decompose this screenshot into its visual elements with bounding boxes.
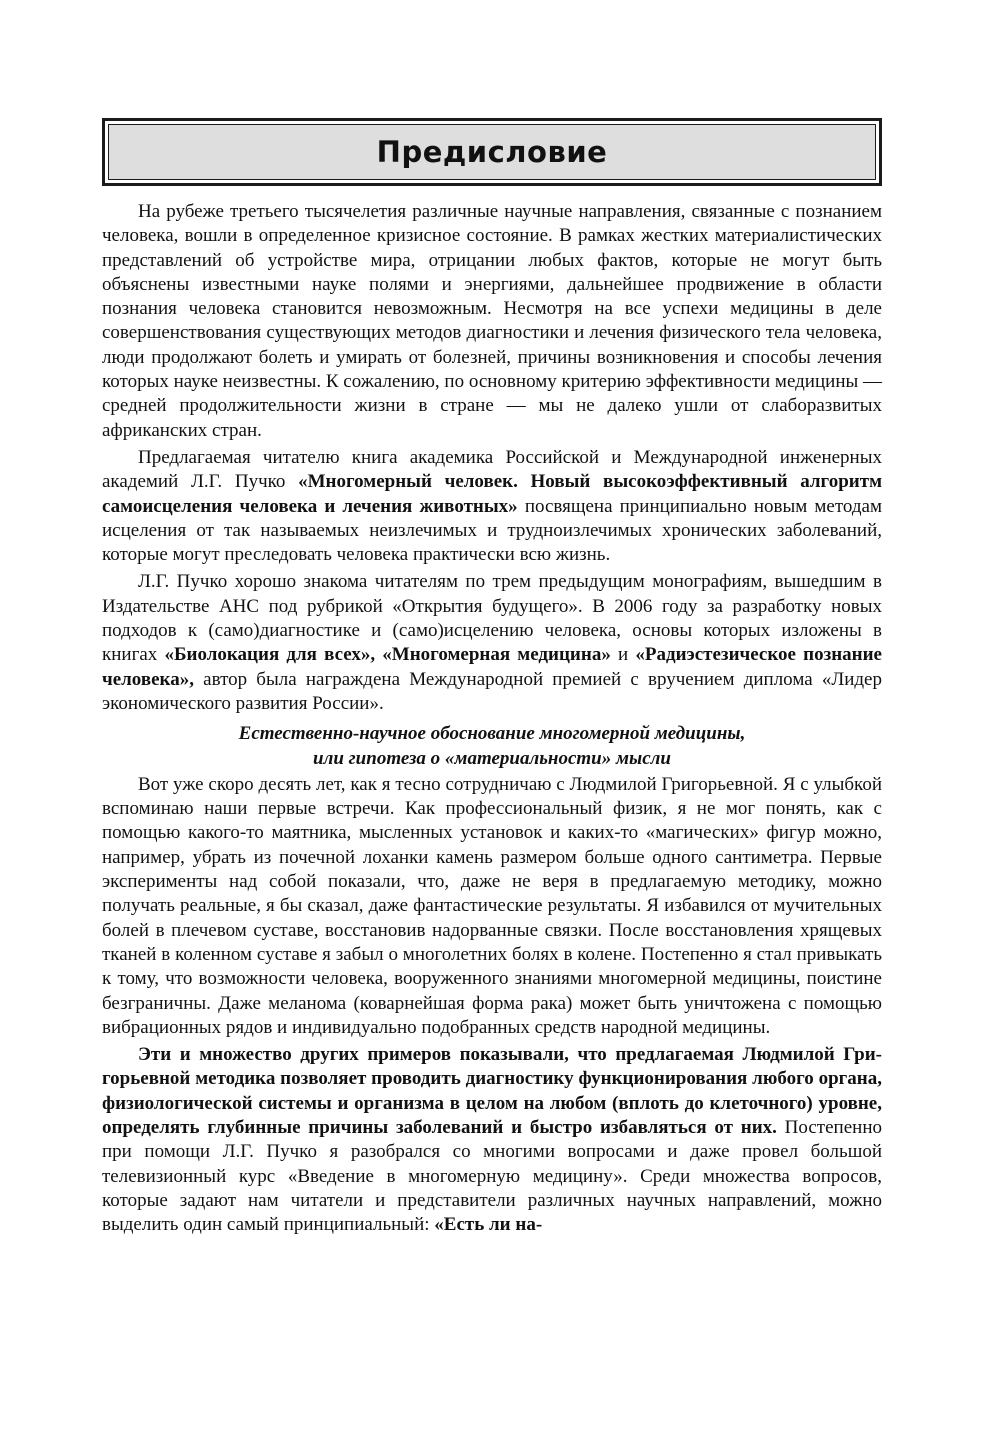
paragraph-3-text-1: Л.Г. Пучко хорошо знакома читателям по трем предыдущим монографиям, вышедшим в Издательстве АНС под рубрикой «Открытия будущего». В 2006 году за разработку новых подходов к (само)диагностике и (само)исцелению человека, основы которых изложены в книгах: [102, 571, 882, 666]
paragraph-2-text-2: посвящена принципиально новым методам исцеления от так называемых неизлечимых и трудноизлечимых хронических заболеваний, которые могут преследовать человека практически всю жизнь.: [102, 495, 882, 566]
title-frame: [102, 118, 882, 186]
paragraph-5-bold-2: «Есть ли на-: [434, 1214, 543, 1236]
subheading-line-2: или гипотеза о «материальности» мысли: [313, 747, 671, 769]
paragraph-3-text-2: и: [610, 644, 636, 666]
paragraph-2-text-1: Предлагаемая читателю книга академика Российской и Международной инженерных академий Л.Г. Пучко: [102, 446, 882, 493]
page: [102, 118, 882, 1240]
paragraph-4: Вот уже скоро десять лет, как я тесно сотрудничаю с Людмилой Григорьевной. Я с улыбкой вспоминаю наши первые встречи. Как профессиональный физик, я не мог понять, как с помощью какого-то маятника, мысленных установок и каких-то «магических» фигур можно, например, убрать из почечной лоханки камень размером больше одного сантиметра. Первые эксперименты над собой показали, что, даже не веря в предлагаемую методику, можно получать реальные, я бы сказал, даже фантастические результаты. Я избавился от мучительных болей в плечевом суставе, восстановив надорванные связки. После восстановления хрящевых тканей в коленном суставе я забыл о многолетних болях в колене. Постепенно я стал привыкать к тому, что возможности человека, вооруженного знаниями многомерной медицины, поистине безграничны. Даже меланома (коварнейшая форма рака) может быть уничтожена с помощью вибрационных рядов и индивидуально подобранных средств народной медицины.: [102, 773, 882, 1038]
paragraph-3: [102, 570, 882, 716]
paragraph-3-text-3: автор была награждена Международной премией с вручением диплома «Лидер экономического развития России».: [102, 668, 882, 714]
book-title-radiestezicheskoe: «Радиэстезическое познание человека»,: [102, 644, 882, 690]
book-titles-biolokacia-medicina: «Биолокация для всех», «Многомерная медицина»: [164, 644, 611, 666]
paragraph-5-text-1: Постепенно при помощи Л.Г. Пучко я разобрался со многими вопросами и даже провел большой телевизионный курс «Введение в многомерную медицину». Среди множества вопросов, которые задают нам читатели и представители различных научных направлений, можно выделить один самый принципиальный:: [102, 1116, 882, 1236]
paragraph-5-bold-1: Эти и множество других примеров показывали, что предлагаемая Людмилой Григорьевной методика позволяет проводить диагностику функционирования любого органа, физиологической системы и организма в целом на любом (вплоть до клеточного) уровне, определять глубинные причины заболеваний и быстро избавляться от них.: [102, 1044, 882, 1138]
paragraph-2: [102, 446, 882, 567]
paragraph-1: На рубеже третьего тысячелетия различные научные направления, связанные с познанием человека, вошли в определенное кризисное состояние. В рамках жестких материалистических представлений об устройстве мира, отрицании любых фактов, которые не могут быть объяснены известными науке полями и энергиями, дальнейшее продвижение в области познания человека становится невозможным. Несмотря на все успехи медицины в деле совершенствования существующих методов диагностики и лечения физического тела человека, люди продолжают болеть и умирать от болезней, причины возникновения и способы лечения которых науке неизвестны. К сожалению, по основному критерию эффективности медицины — средней продолжительности жизни в стране — мы не далеко ушли от слаборазвитых африканских стран.: [102, 201, 882, 441]
book-title-mnogomerny-chelovek: «Многомерный человек. Новый высокоэффективный алгоритм самоисцеления человека и лечения животных»: [102, 471, 883, 517]
paragraph-5: [102, 1043, 882, 1237]
subheading-line-1: Естественно-научное обоснование многомерной медицины,: [238, 723, 746, 745]
title-banner: [108, 124, 876, 180]
section-subheading: [102, 722, 882, 771]
page-title: Предисловие: [376, 135, 608, 169]
